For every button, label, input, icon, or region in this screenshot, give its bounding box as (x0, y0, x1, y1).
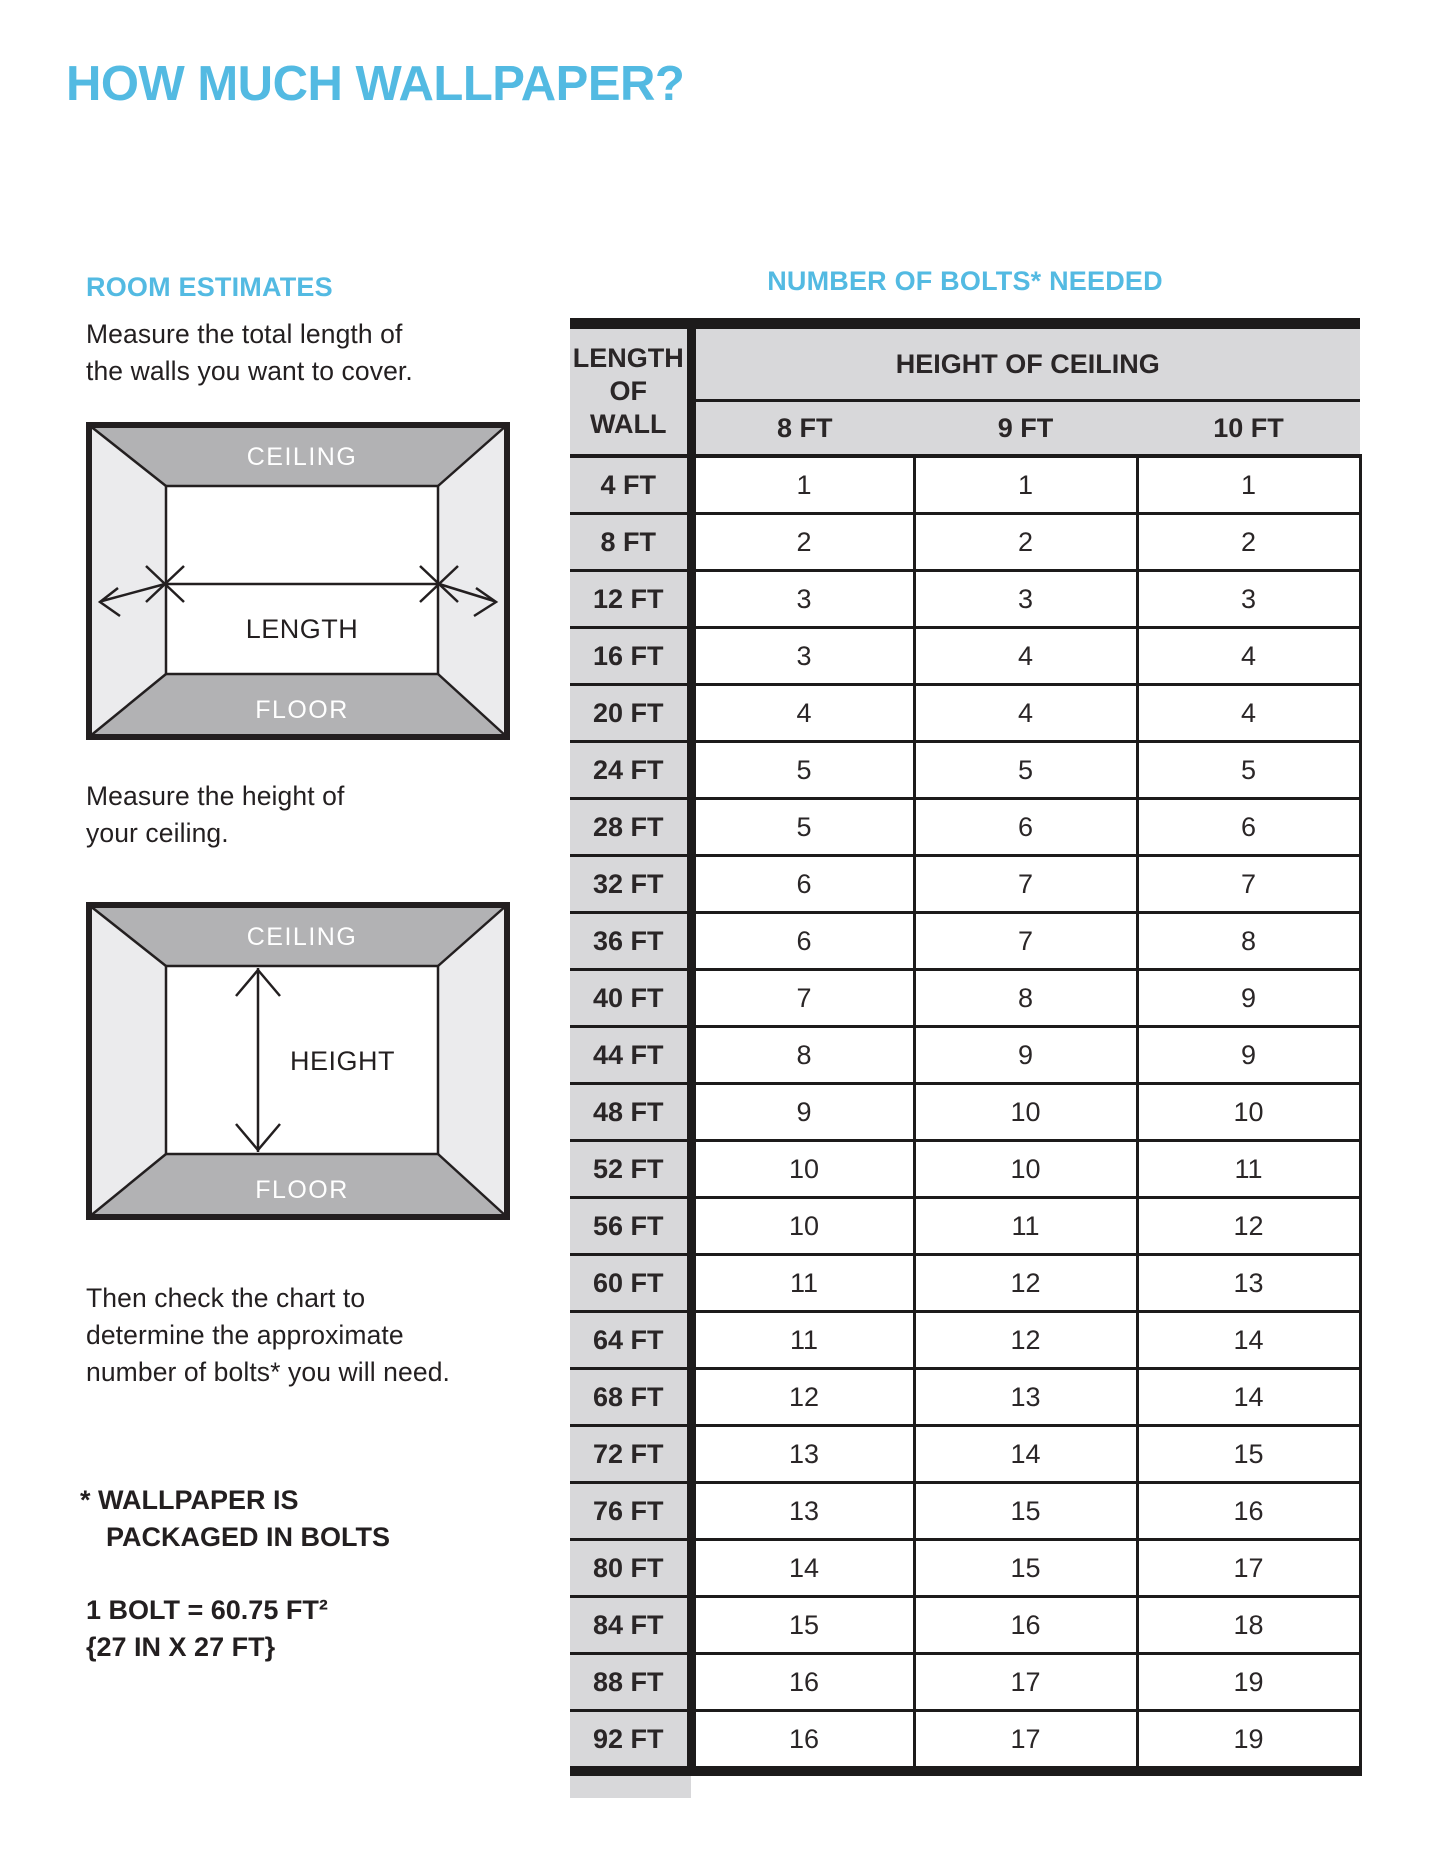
wall-length-label: 76 FT (570, 1483, 691, 1540)
bolt-table-body (570, 456, 1360, 1771)
length-of-wall-header (570, 324, 691, 457)
wall-length-label: 56 FT (570, 1198, 691, 1255)
table-row (570, 856, 1360, 913)
wall-length-label: 72 FT (570, 1426, 691, 1483)
bolt-count-cell: 4 (691, 685, 914, 742)
bolt-count-cell: 13 (914, 1369, 1137, 1426)
length-of-wall-line2: OF WALL (590, 376, 667, 439)
bolt-count-cell: 14 (691, 1540, 914, 1597)
bolt-count-cell: 4 (1137, 628, 1360, 685)
bolt-count-cell: 1 (691, 456, 914, 514)
bolt-count-cell: 13 (691, 1483, 914, 1540)
wall-length-label: 24 FT (570, 742, 691, 799)
wall-length-label: 92 FT (570, 1711, 691, 1772)
table-row (570, 1369, 1360, 1426)
bolt-count-cell: 16 (691, 1654, 914, 1711)
bolt-count-cell: 4 (1137, 685, 1360, 742)
step3-line1: Then check the chart to (86, 1283, 366, 1313)
step2-text (86, 778, 344, 852)
table-row (570, 685, 1360, 742)
bolt-count-cell: 18 (1137, 1597, 1360, 1654)
table-row (570, 1597, 1360, 1654)
left-column-gray-tab (570, 1776, 691, 1798)
table-row (570, 456, 1360, 514)
step3-line2: determine the approximate (86, 1320, 404, 1350)
bolt-line2: {27 IN X 27 FT} (86, 1632, 276, 1662)
bolt-count-cell: 13 (691, 1426, 914, 1483)
bolt-count-cell: 2 (691, 514, 914, 571)
wall-length-label: 60 FT (570, 1255, 691, 1312)
bolt-count-cell: 8 (914, 970, 1137, 1027)
bolt-count-cell: 16 (691, 1711, 914, 1772)
table-row (570, 1312, 1360, 1369)
bolt-count-cell: 15 (691, 1597, 914, 1654)
bolt-count-cell: 5 (1137, 742, 1360, 799)
wall-length-label: 12 FT (570, 571, 691, 628)
wall-length-label: 28 FT (570, 799, 691, 856)
bolt-count-cell: 15 (1137, 1426, 1360, 1483)
wall-length-label: 20 FT (570, 685, 691, 742)
col-header-8ft: 8 FT (691, 401, 914, 457)
bolts-table-wrap (570, 318, 1360, 1798)
bolt-count-cell: 5 (691, 799, 914, 856)
col-header-9ft: 9 FT (914, 401, 1137, 457)
bolt-count-cell: 10 (914, 1084, 1137, 1141)
wall-length-label: 80 FT (570, 1540, 691, 1597)
height-label: HEIGHT (290, 1046, 396, 1076)
bolt-count-cell: 9 (691, 1084, 914, 1141)
table-row (570, 913, 1360, 970)
bolt-count-cell: 9 (1137, 970, 1360, 1027)
bolt-count-cell: 7 (1137, 856, 1360, 913)
bolt-count-cell: 11 (914, 1198, 1137, 1255)
step1-text (86, 316, 413, 390)
table-row (570, 1426, 1360, 1483)
wall-length-label: 64 FT (570, 1312, 691, 1369)
wall-length-label: 48 FT (570, 1084, 691, 1141)
bolt-count-cell: 17 (914, 1654, 1137, 1711)
bolt-definition (86, 1592, 328, 1666)
table-row (570, 799, 1360, 856)
table-row (570, 1027, 1360, 1084)
bolt-count-cell: 10 (914, 1141, 1137, 1198)
bolt-count-cell: 15 (914, 1540, 1137, 1597)
wall-length-label: 36 FT (570, 913, 691, 970)
bolt-count-cell: 14 (914, 1426, 1137, 1483)
bolt-count-cell: 4 (914, 628, 1137, 685)
step2-line2: your ceiling. (86, 818, 229, 848)
bolt-count-cell: 14 (1137, 1312, 1360, 1369)
wall-length-label: 84 FT (570, 1597, 691, 1654)
bolt-count-cell: 15 (914, 1483, 1137, 1540)
bolt-count-cell: 13 (1137, 1255, 1360, 1312)
table-row (570, 1540, 1360, 1597)
step1-line2: the walls you want to cover. (86, 356, 413, 386)
ceiling-label: CEILING (246, 443, 358, 471)
wall-length-label: 8 FT (570, 514, 691, 571)
bolt-count-cell: 12 (691, 1369, 914, 1426)
height-of-ceiling-header: HEIGHT OF CEILING (691, 324, 1360, 401)
step3-line3: number of bolts* you will need. (86, 1357, 450, 1387)
section-heading-bolts-needed: NUMBER OF BOLTS* NEEDED (767, 266, 1163, 296)
bolt-count-cell: 5 (691, 742, 914, 799)
back-wall-panel (166, 486, 438, 674)
bolt-count-cell: 6 (1137, 799, 1360, 856)
bolt-count-cell: 3 (691, 628, 914, 685)
bolt-packaging-note (80, 1482, 390, 1556)
bolt-count-cell: 14 (1137, 1369, 1360, 1426)
table-row (570, 742, 1360, 799)
table-row (570, 628, 1360, 685)
wall-length-label: 16 FT (570, 628, 691, 685)
bolt-count-cell: 11 (691, 1312, 914, 1369)
col-header-10ft: 10 FT (1137, 401, 1360, 457)
table-row (570, 514, 1360, 571)
bolt-line1: 1 BOLT = 60.75 FT² (86, 1595, 328, 1625)
page-title: HOW MUCH WALLPAPER? (66, 57, 685, 111)
bolt-count-cell: 10 (691, 1141, 914, 1198)
bolt-count-cell: 16 (1137, 1483, 1360, 1540)
bolt-count-cell: 10 (691, 1198, 914, 1255)
room-length-diagram (86, 422, 510, 740)
bolt-count-cell: 7 (914, 856, 1137, 913)
bolt-count-cell: 11 (1137, 1141, 1360, 1198)
bolt-count-cell: 6 (691, 913, 914, 970)
table-row (570, 1084, 1360, 1141)
bolt-count-cell: 19 (1137, 1711, 1360, 1772)
table-row (570, 1711, 1360, 1772)
bolt-count-cell: 12 (914, 1255, 1137, 1312)
bolt-count-cell: 16 (914, 1597, 1137, 1654)
wall-length-label: 32 FT (570, 856, 691, 913)
bolt-count-cell: 12 (1137, 1198, 1360, 1255)
bolt-count-cell: 2 (914, 514, 1137, 571)
bolt-count-cell: 3 (1137, 571, 1360, 628)
wall-length-label: 88 FT (570, 1654, 691, 1711)
bolts-table (570, 318, 1362, 1776)
room-height-diagram (86, 902, 510, 1220)
section-heading-room-estimates: ROOM ESTIMATES (86, 272, 333, 302)
floor-label: FLOOR (255, 1176, 349, 1204)
wall-length-label: 68 FT (570, 1369, 691, 1426)
step1-line1: Measure the total length of (86, 319, 403, 349)
bolt-count-cell: 9 (1137, 1027, 1360, 1084)
length-label: LENGTH (245, 614, 359, 644)
wall-length-label: 52 FT (570, 1141, 691, 1198)
bolt-count-cell: 19 (1137, 1654, 1360, 1711)
bolt-count-cell: 1 (914, 456, 1137, 514)
table-row (570, 1654, 1360, 1711)
bolt-count-cell: 10 (1137, 1084, 1360, 1141)
bolt-count-cell: 11 (691, 1255, 914, 1312)
bolt-count-cell: 6 (914, 799, 1137, 856)
table-row (570, 1198, 1360, 1255)
note-line1: * WALLPAPER IS (80, 1485, 299, 1515)
length-of-wall-line1: LENGTH (572, 343, 684, 373)
bolt-count-cell: 5 (914, 742, 1137, 799)
table-row (570, 1141, 1360, 1198)
wall-length-label: 44 FT (570, 1027, 691, 1084)
table-row (570, 1255, 1360, 1312)
note-line2: PACKAGED IN BOLTS (106, 1522, 391, 1552)
table-row (570, 970, 1360, 1027)
bolt-count-cell: 4 (914, 685, 1137, 742)
left-column (80, 270, 510, 1700)
step3-text (86, 1280, 450, 1391)
table-row (570, 571, 1360, 628)
wall-length-label: 40 FT (570, 970, 691, 1027)
bolt-count-cell: 6 (691, 856, 914, 913)
bolt-count-cell: 7 (914, 913, 1137, 970)
bolt-count-cell: 1 (1137, 456, 1360, 514)
bolt-count-cell: 3 (691, 571, 914, 628)
bolt-count-cell: 3 (914, 571, 1137, 628)
bolt-count-cell: 8 (1137, 913, 1360, 970)
floor-label: FLOOR (255, 696, 349, 724)
bolt-count-cell: 8 (691, 1027, 914, 1084)
bolt-count-cell: 12 (914, 1312, 1137, 1369)
bolt-count-cell: 17 (1137, 1540, 1360, 1597)
ceiling-label: CEILING (246, 923, 358, 951)
step2-line1: Measure the height of (86, 781, 345, 811)
bolt-count-cell: 7 (691, 970, 914, 1027)
bolt-count-cell: 2 (1137, 514, 1360, 571)
bolt-count-cell: 17 (914, 1711, 1137, 1772)
bolt-count-cell: 9 (914, 1027, 1137, 1084)
wall-length-label: 4 FT (570, 456, 691, 514)
table-row (570, 1483, 1360, 1540)
